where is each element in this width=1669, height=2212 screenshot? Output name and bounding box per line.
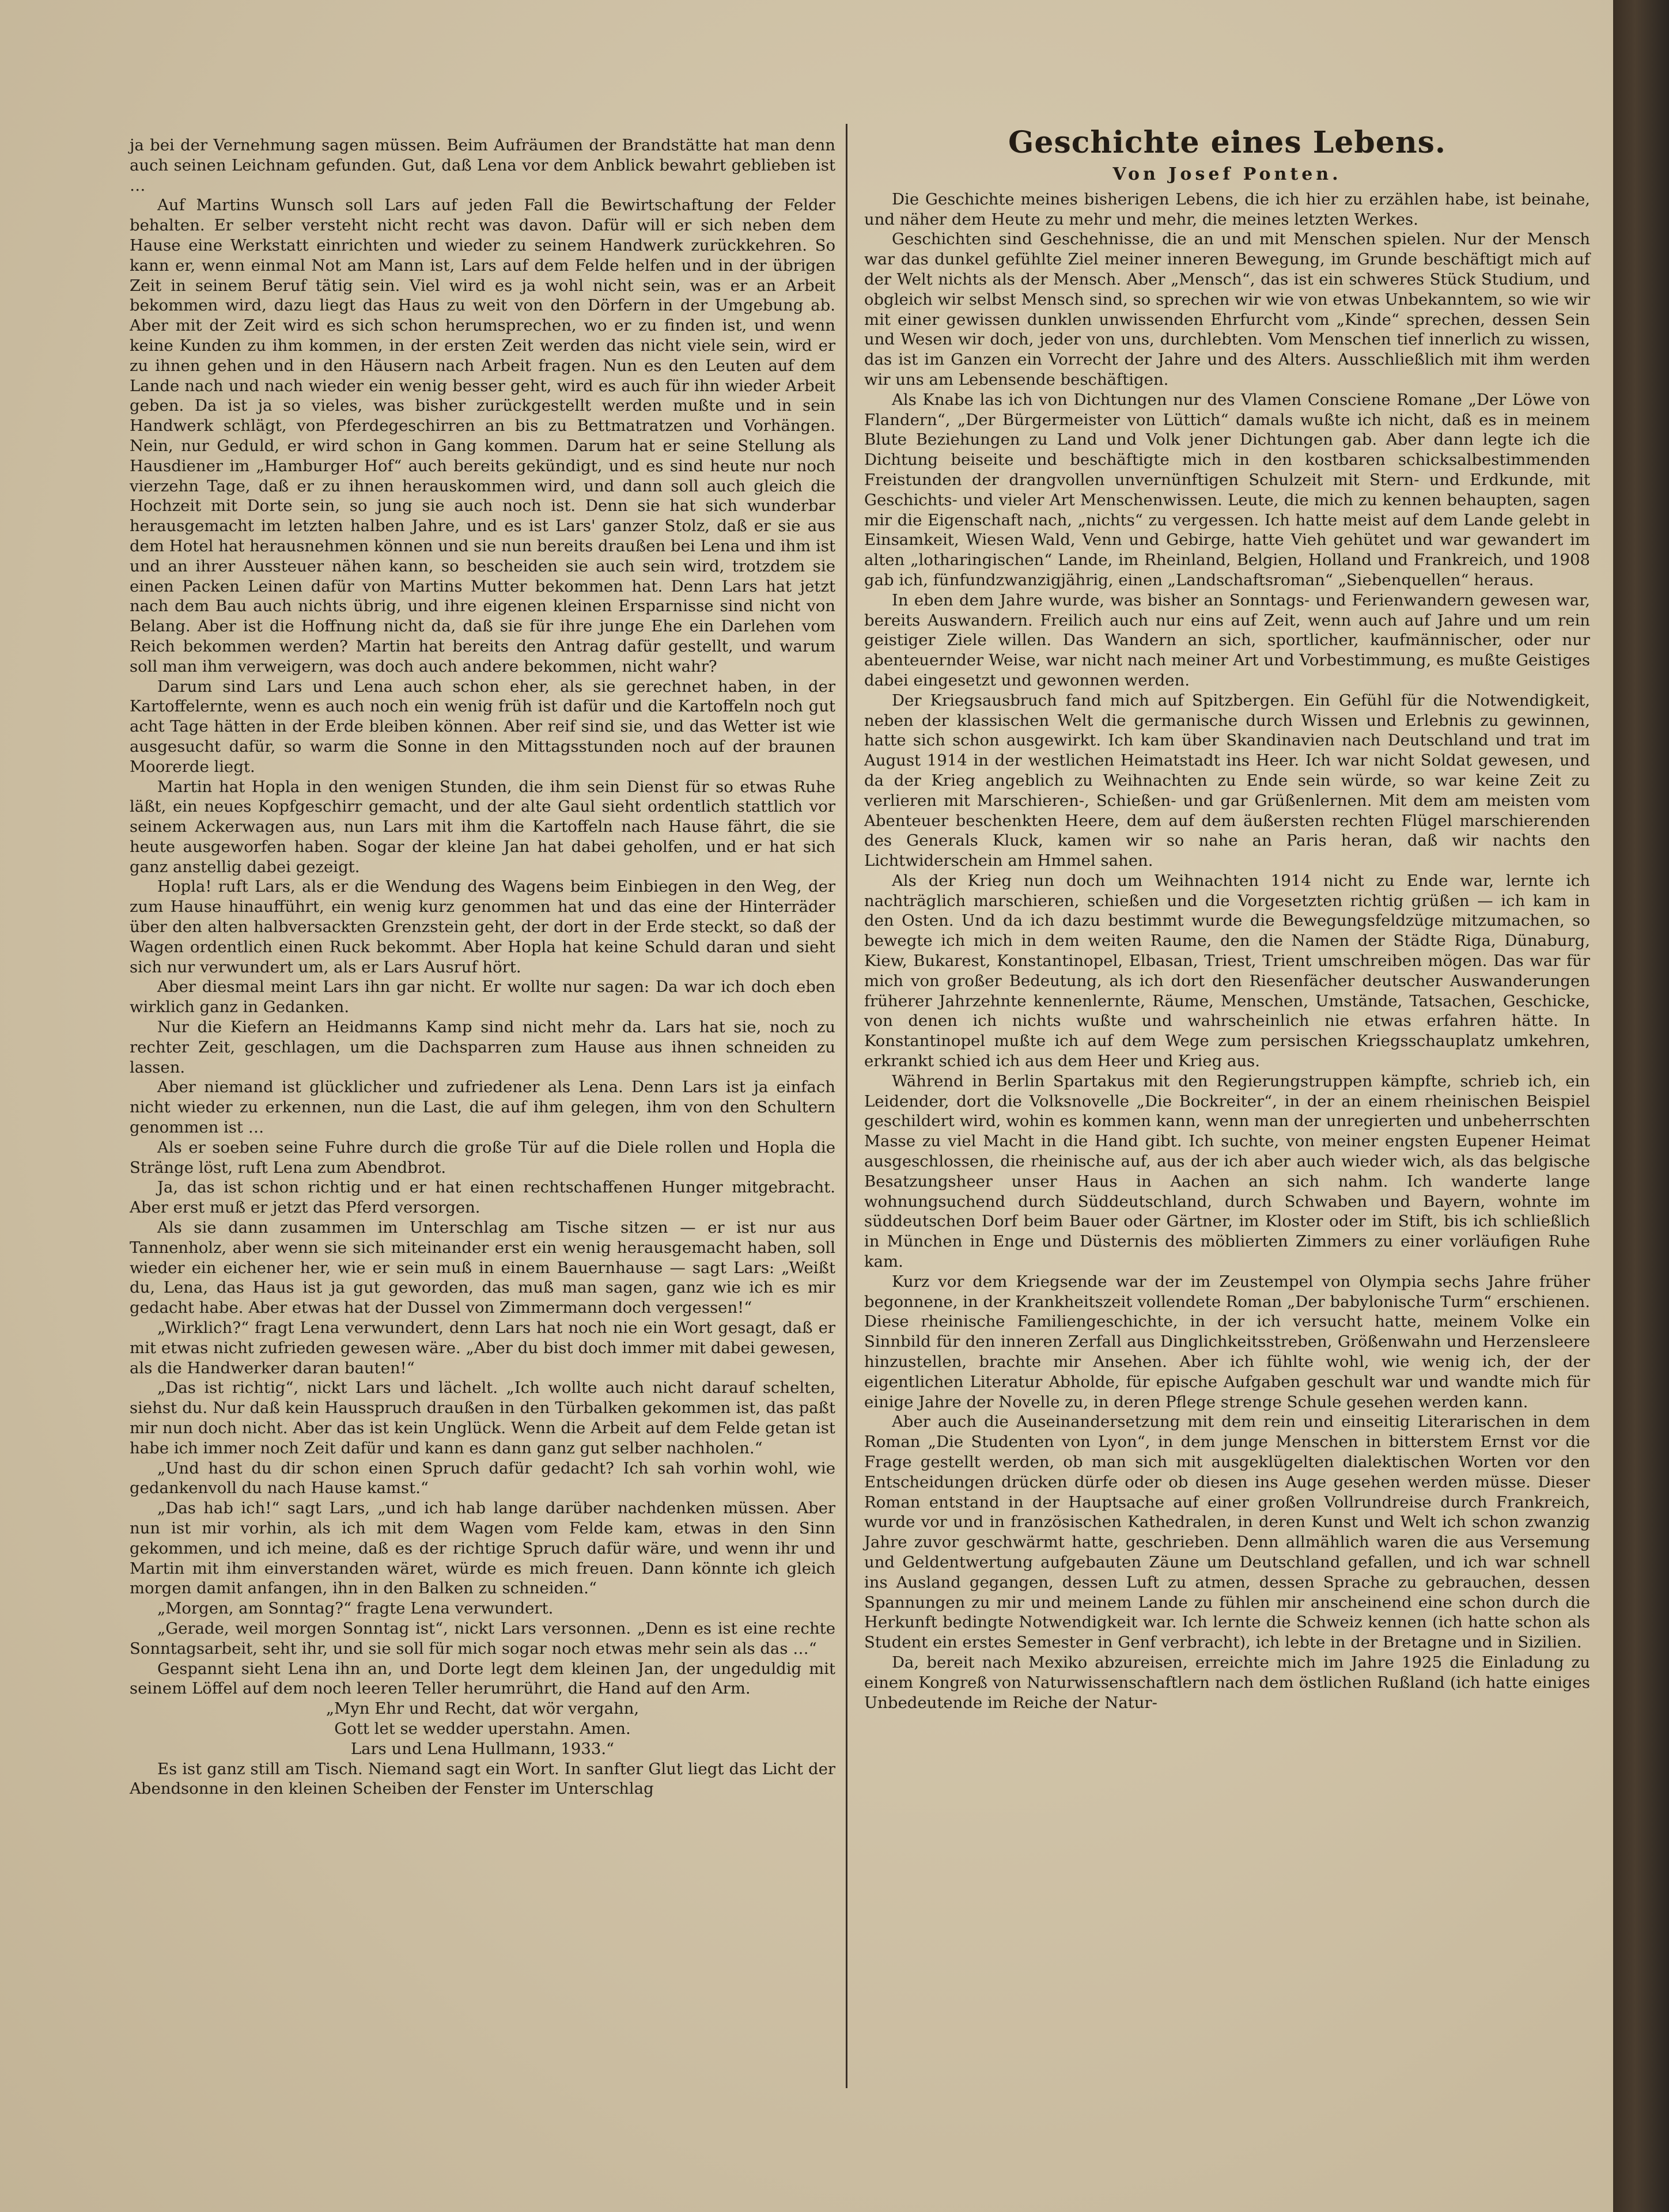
paragraph: „Und hast du dir schon einen Spruch dafür gedacht? Ich sah vorhin wohl, wie gedankenvoll du nach Hause kamst.“ [130, 1459, 835, 1498]
left-column [130, 135, 835, 1799]
paragraph: „Wirklich?“ fragt Lena verwundert, denn Lars hat noch nie ein Wort gesagt, daß er mit etwas nicht zufrieden gewesen wäre. „Aber du bist doch immer mit dabei gewesen, als die Handwerker daran bauten!“ [130, 1319, 835, 1377]
paragraph: In eben dem Jahre wurde, was bisher an Sonntags- und Ferienwandern gewesen war, bereits Auswandern. Freilich auch nur eins auf Zeit, wenn auch auf Jahre und um rein geistiger Ziele willen. Das Wandern an sich, sportlicher, kaufmännischer, oder nur abenteuernder Weise, war nicht nach meiner Art und Vorbestimmung, es mußte Geistiges dabei eingesetzt und gewonnen werden. [864, 590, 1590, 690]
paragraph: Hopla! ruft Lars, als er die Wendung des Wagens beim Einbiegen in den Weg, der zum Hause hinaufführt, ein wenig kurz genommen hat und das eine der Hinterräder über den alten halbversackten Grenzstein geht, der dort in der Erde steckt, so daß der Wagen ordentlich einen Ruck bekommt. Aber Hopla hat keine Schuld daran und sieht sich nur verwundert um, als er Lars Ausruf hört. [130, 877, 835, 976]
paragraph: „Morgen, am Sonntag?“ fragte Lena verwundert. [157, 1599, 554, 1618]
paragraph: Als sie dann zusammen im Unterschlag am Tische sitzen — er ist nur aus Tannenholz, aber wenn sie sich miteinander erst ein wenig herausgemacht haben, soll wieder ein eichener her, wie er sein muß in einem Bauernhause — sagt Lars: „Weißt du, Lena, das Haus ist ja gut geworden, das muß man sagen, ganz wie ich es mir gedacht habe. Aber etwas hat der Dussel von Zimmermann doch vergessen!“ [130, 1218, 835, 1317]
paragraph: Nur die Kiefern an Heidmanns Kamp sind nicht mehr da. Lars hat sie, noch zu rechter Zeit, geschlagen, um die Dachsparren zum Hause aus ihnen schneiden zu lassen. [130, 1018, 835, 1077]
paragraph: ja bei der Vernehmung sagen müssen. Beim Aufräumen der Brandstätte hat man denn auch seinen Leichnam gefunden. Gut, daß Lena vor dem Anblick bewahrt geblieben ist … [130, 136, 835, 195]
right-column [864, 115, 1590, 1713]
paragraph: Da, bereit nach Mexiko abzureisen, erreichte mich im Jahre 1925 die Einladung zu einem Kongreß von Naturwissenschaftlern nach dem östlichen Rußland (ich hatte einiges Unbedeutende im Reiche der Natur- [864, 1653, 1590, 1712]
paragraph: Während in Berlin Spartakus mit den Regierungstruppen kämpfte, schrieb ich, ein Leidender, dort die Volksnovelle „Die Bockreiter“, in der an einem rheinischen Beispiel geschildert wird, wohin es kommen kann, wenn man der unregierten und unbeherrschten Masse zu viel Macht in die Hand gibt. Ich suchte, von meiner engsten Eupener Heimat ausgeschlossen, die rheinische auf, aus der ich aber auch wieder wich, als das belgische Besatzungsheer unser Haus in Aachen an sich nahm. Ich wanderte lange wohnungsuchend durch Süddeutschland, durch Schwaben und Bayern, wohnte im süddeutschen Dorf beim Bauer oder Gärtner, im Kloster oder im Stift, bis ich schließlich in München in Enge und Düsternis des möblierten Zimmers zu einer vorläufigen Ruhe kam. [864, 1071, 1590, 1271]
paragraph: Gespannt sieht Lena ihn an, und Dorte legt dem kleinen Jan, der ungeduldig mit seinem Löffel auf dem noch leeren Teller herumrührt, die Hand auf den Arm. [130, 1659, 835, 1698]
paragraph: Darum sind Lars und Lena auch schon eher, als sie gerechnet haben, in der Kartoffelernte, wenn es auch noch ein wenig früh ist dafür und die Kartoffeln noch gut acht Tage hätten in der Erde bleiben können. Aber reif sind sie, und das Wetter ist wie ausgesucht dafür, so warm die Sonne in den Mittagsstunden noch auf der braunen Moorerde liegt. [130, 677, 835, 776]
paragraph: Die Geschichte meines bisherigen Lebens, die ich hier zu erzählen habe, ist beinahe, und näher dem Heute zu mehr und mehr, die meines letzten Werkes. [864, 190, 1590, 229]
book-spine-edge [1613, 0, 1669, 2212]
paragraph: Als Knabe las ich von Dichtungen nur des Vlamen Consciene Romane „Der Löwe von Flandern“, „Der Bürgermeister von Lüttich“ damals wußte ich nicht, daß es in meinem Blute Beziehungen zu Land und Volk jener Dichtungen gab. Aber dann legte ich die Dichtung beiseite und beschäftigte mich in den kostbaren schicksalbestimmenden Freistunden der drangvollen unvernünftigen Schulzeit mit Stern- und Erdkunde, mit Geschichts- und vieler Art Menschenwissen. Leute, die mich zu kennen behaupten, sagen mir die Eigenschaft nach, „nichts“ zu vergessen. Ich hatte meist auf dem Lande gelebt in Einsamkeit, Wiesen Wald, Venn und Gebirge, hatte Vieh gehütet und war gewandert im alten „lotharingischen“ Lande, im Rheinland, Belgien, Holland und Frankreich, und 1908 gab ich, fünfundzwanzigjährig, einen „Landschaftsroman“ „Siebenquellen“ heraus. [864, 390, 1590, 589]
paragraph: Als der Krieg nun doch um Weihnachten 1914 nicht zu Ende war, lernte ich nachträglich marschieren, schießen und die Vorgesetzten richtig grüßen — ich kam in den Osten. Und da ich dazu bestimmt wurde die Bewegungsfeldzüge mitzumachen, so bewegte ich mich in dem weiten Raume, den die Namen der Städte Riga, Dünaburg, Kiew, Bukarest, Konstantinopel, Elbasan, Triest, Trient umschreiben mögen. Das war für mich von großer Bedeutung, als ich dort den Riesenfächer deutscher Auswanderungen früherer Jahrzehnte kennenlernte, Räume, Menschen, Umstände, Tatsachen, Geschicke, von denen ich nichts wußte und wahrscheinlich nie etwas erfahren hätte. In Konstantinopel mußte ich auf dem Wege zum persischen Kriegsschauplatz umkehren, erkrankt schied ich aus dem Heer und Krieg aus. [864, 871, 1590, 1071]
column-divider [846, 124, 847, 2088]
paragraph: Aber niemand ist glücklicher und zufriedener als Lena. Denn Lars ist ja einfach nicht wieder zu erkennen, nun die Last, die auf ihm gelegen, ihm von den Schultern genommen ist … [130, 1078, 835, 1137]
paragraph: Als er soeben seine Fuhre durch die große Tür auf die Diele rollen und Hopla die Stränge löst, ruft Lena zum Abendbrot. [130, 1138, 835, 1177]
article-byline: Von Josef Ponten. [1112, 164, 1342, 184]
closing-paragraph: Es ist ganz still am Tisch. Niemand sagt ein Wort. In sanfter Glut liegt das Licht der Abendsonne in den kleinen Scheiben der Fenster im Unterschlag [130, 1759, 835, 1798]
paragraph: Martin hat Hopla in den wenigen Stunden, die ihm sein Dienst für so etwas Ruhe läßt, ein neues Kopfgeschirr gemacht, und der alte Gaul sieht ordentlich stattlich vor seinem Ackerwagen aus, nun Lars mit ihm die Kartoffeln nach Hause fährt, die sie heute ausgeworfen haben. Sogar der kleine Jan hat dabei geholfen, und er hat sich ganz anstellig dabei gezeigt. [130, 777, 835, 876]
paragraph: Ja, das ist schon richtig und er hat einen rechtschaffenen Hunger mitgebracht. Aber erst muß er jetzt das Pferd versorgen. [130, 1178, 835, 1217]
paragraph: Der Kriegsausbruch fand mich auf Spitzbergen. Ein Gefühl für die Notwendigkeit, neben der klassischen Welt die germanische durch Wissen und Erlebnis zu gewinnen, hatte sich schon ausgewirkt. Ich kam über Skandinavien nach Deutschland und trat im August 1914 in der westlichen Heimatstadt ins Heer. Ich war nicht Soldat gewesen, und da der Krieg angeblich zu Weihnachten zu Ende sein würde, so war keine Zeit zu verlieren mit Marschieren-, Schießen- und gar Grüßenlernen. Mit dem am meisten vom Abenteuer beschenkten Heere, dem auf dem äußersten rechten Flügel marschierenden des Generals Kluck, kamen wir so nahe an Paris heran, daß wir nachts den Lichtwiderschein am Hmmel sahen. [864, 691, 1590, 870]
paragraph: „Das ist richtig“, nickt Lars und lächelt. „Ich wollte auch nicht darauf schelten, siehst du. Nur daß kein Hausspruch draußen in den Türbalken gekommen ist, das paßt mir nun doch nicht. Aber das ist kein Unglück. Wenn die Arbeit auf dem Felde getan ist habe ich immer noch Zeit dafür und kann es dann ganz gut selber nachholen.“ [130, 1378, 835, 1457]
paragraph: Auf Martins Wunsch soll Lars auf jeden Fall die Bewirtschaftung der Felder behalten. Er selber versteht nicht recht was davon. Dafür will er sich neben dem Hause eine Werkstatt einrichten und wieder zu seinem Handwerk zurückkehren. So kann er, wenn einmal Not am Mann ist, Lars auf dem Felde helfen und in der übrigen Zeit in seinem Beruf tätig sein. Viel wird es ja wohl nicht sein, was er an Arbeit bekommen wird, dazu liegt das Haus zu weit von den Dörfern in der Umgebung ab. Aber mit der Zeit wird es sich schon herumsprechen, wo er zu finden ist, und wenn keine Kunden zu ihm kommen, in der ersten Zeit werden das nicht viele sein, wird er zu ihnen gehen und in den Häusern nach Arbeit fragen. Nun es den Leuten auf dem Lande nach und nach wieder ein wenig besser geht, wird es auch für ihn wieder Arbeit geben. Da ist ja so vieles, was bisher zurückgestellt werden mußte und in sein Handwerk schlägt, von Pferdegeschirren an bis zu Bettmatratzen und Vorhängen. Nein, nur Geduld, er wird schon in Gang kommen. Darum hat er seine Stellung als Hausdiener im „Hamburger Hof“ auch bereits gekündigt, und es sind heute nur noch vierzehn Tage, daß er zu ihnen herauskommen wird, und dann soll auch gleich die Hochzeit mit Dorte sein, so jung sie auch noch ist. Denn sie hat sich wunderbar herausgemacht im letzten halben Jahre, und es ist Lars' ganzer Stolz, daß er sie aus dem Hotel hat herausnehmen können und sie nun bereits draußen bei Lena und ihm ist und an ihrer Aussteuer nähen kann, so bescheiden sie auch sein wird, trotzdem sie einen Packen Leinen dafür von Martins Mutter bekommen hat. Denn Lars hat jetzt nach dem Bau auch nichts übrig, und ihre eigenen kleinen Ersparnisse sind nicht von Belang. Aber ist die Hoffnung nicht da, daß sie für ihre junge Ehe ein Darlehen vom Reich bekommen werden? Martin hat bereits den Antrag dafür gestellt, und warum soll man ihm verweigern, was doch auch andere bekommen, nicht wahr? [130, 196, 835, 676]
paragraph: „Gerade, weil morgen Sonntag ist“, nickt Lars versonnen. „Denn es ist eine rechte Sonntagsarbeit, seht ihr, und sie soll für mich sogar noch etwas mehr sein als das …“ [130, 1619, 835, 1658]
paragraph: Aber diesmal meint Lars ihn gar nicht. Er wollte nur sagen: Da war ich doch eben wirklich ganz in Gedanken. [130, 978, 835, 1017]
article-title: Geschichte eines Lebens. [1008, 125, 1447, 160]
verse-line: Lars und Lena Hullmann, 1933.“ [350, 1739, 615, 1758]
paragraph: „Das hab ich!“ sagt Lars, „und ich hab lange darüber nachdenken müssen. Aber nun ist mir vorhin, als ich mit dem Wagen vom Felde kam, etwas in den Sinn gekommen, und ich meine, daß es der richtige Spruch dafür wäre, und wenn ihr und Martin mit ihm einverstanden wäret, würde es mich freuen. Dann könnte ich gleich morgen damit anfangen, ihn in den Balken zu schneiden.“ [130, 1499, 835, 1598]
paragraph: Geschichten sind Geschehnisse, die an und mit Menschen spielen. Nur der Mensch war das dunkel gefühlte Ziel meiner inneren Bewegung, im Grunde beschäftigt mich auf der Welt nichts als der Mensch. Aber „Mensch“, das ist ein schweres Stück Studium, und obgleich wir selbst Mensch sind, so sprechen wir wie von etwas Unbekanntem, so wie wir mit einer gewissen dunklen unwissenden Ehrfurcht vom „Kinde“ sprechen, dessen Sein und Wesen wir doch, jeder von uns, durchlebten. Vom Menschen tief innerlich zu wissen, das ist im Ganzen ein Vorrecht der Jahre und des Alters. Ausschließlich mit ihm werden wir uns am Lebensende beschäftigen. [864, 230, 1590, 389]
paragraph: Aber auch die Auseinandersetzung mit dem rein und einseitig Literarischen in dem Roman „Die Studenten von Lyon“, in dem junge Menschen in bitterstem Ernst vor die Frage gestellt werden, ob man sich mit ausgeklügelten dialektischen Worten vor den Entscheidungen drücken dürfe oder ob diesen ins Auge gesehen werden müsse. Dieser Roman entstand in der Hauptsache auf einer großen Vollrundreise durch Frankreich, wurde vor und in französischen Kathedralen, in deren Kunst und Welt ich schon zwanzig Jahre zuvor geschwärmt hatte, geschrieben. Denn allmählich waren die aus Versemung und Geldentwertung aufgebauten Zäune um Deutschland gefallen, und ich war schnell ins Ausland gegangen, dessen Luft zu atmen, dessen Sprache zu gebrauchen, dessen Spannungen zu mir und meinem Lande zu fühlen mir anscheinend eine schon durch die Herkunft bedingte Notwendigkeit war. Ich lernte die Schweiz kennen (ich hatte schon als Student ein erstes Semester in Genf verbracht), ich lebte in der Bretagne und in Sizilien. [864, 1412, 1590, 1652]
paragraph: Kurz vor dem Kriegsende war der im Zeustempel von Olympia sechs Jahre früher begonnene, in der Krankheitszeit vollendete Roman „Der babylonische Turm“ erschienen. Diese rheinische Familiengeschichte, in der ich versucht hatte, meinem Volke ein Sinnbild für den inneren Zerfall aus Dinglichkeitsstreben, Größenwahn und Herzensleere hinzustellen, brachte mir Ansehen. Aber ich fühlte wohl, wie wenig ich, der der eigentlichen Literatur Abholde, für epische Aufgaben geschult war und wandte mich für einige Jahre der Novelle zu, in deren Pflege strenge Schule gesehen werden kann. [864, 1272, 1590, 1411]
verse-line: Gott let se wedder uperstahn. Amen. [334, 1719, 631, 1738]
verse-line: „Myn Ehr und Recht, dat wör vergahn, [326, 1699, 639, 1718]
